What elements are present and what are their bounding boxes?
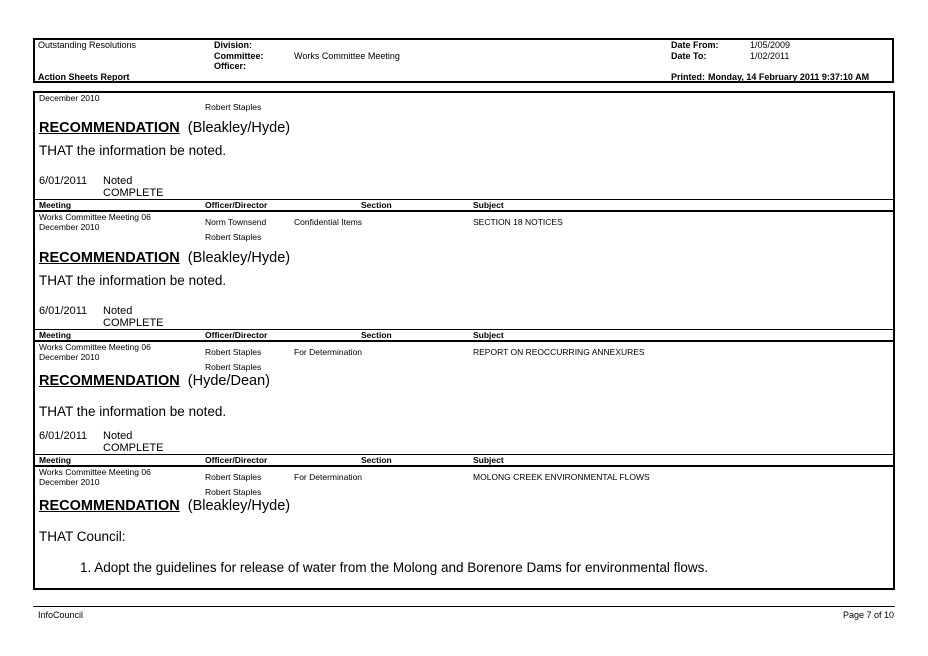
date-to-value: 1/02/2011	[750, 51, 790, 61]
division-label: Division:	[214, 40, 253, 50]
record-list-item: 1. Adopt the guidelines for release of water from the Molong and Borenore Dams for environmental flows.	[80, 560, 709, 575]
column-header-band	[35, 199, 893, 212]
fragment-recommendation: RECOMMENDATION (Bleakley/Hyde)	[39, 120, 291, 136]
record-subject: MOLONG CREEK ENVIRONMENTAL FLOWS	[473, 472, 650, 482]
col-meeting: Meeting	[39, 200, 72, 210]
fragment-date: 6/01/2011	[39, 175, 88, 187]
fragment-meeting: December 2010	[39, 93, 100, 103]
fragment-status-2: COMPLETE	[103, 187, 164, 199]
column-header-band	[35, 329, 893, 342]
col-subject: Subject	[473, 200, 504, 210]
record-officer-2: Robert Staples	[205, 487, 262, 497]
fragment-text: THAT the information be noted.	[39, 143, 227, 158]
record-status-2: COMPLETE	[103, 442, 164, 454]
record-officer-2: Robert Staples	[205, 362, 262, 372]
date-from-label: Date From:	[671, 40, 719, 50]
printed-label: Printed:	[671, 72, 706, 82]
col-officer: Officer/Director	[205, 330, 268, 340]
record-status-2: COMPLETE	[103, 317, 164, 329]
record-meeting-2: December 2010	[39, 222, 100, 232]
record-officer: Robert Staples	[205, 472, 262, 482]
col-section: Section	[361, 330, 392, 340]
record-section: For Determination	[294, 472, 363, 482]
record-officer: Norm Townsend	[205, 217, 267, 227]
fragment-status-1: Noted	[103, 175, 133, 187]
record-subject: SECTION 18 NOTICES	[473, 217, 563, 227]
col-meeting: Meeting	[39, 330, 72, 340]
col-section: Section	[361, 455, 392, 465]
col-section: Section	[361, 200, 392, 210]
col-officer: Officer/Director	[205, 200, 268, 210]
record-recommendation: RECOMMENDATION (Hyde/Dean)	[39, 373, 270, 389]
record-text: THAT Council:	[39, 529, 126, 544]
record-section: Confidential Items	[294, 217, 363, 227]
date-from-value: 1/05/2009	[750, 40, 791, 50]
record-meeting: Works Committee Meeting 06	[39, 342, 151, 352]
record-meeting: Works Committee Meeting 06	[39, 467, 151, 477]
date-to-label: Date To:	[671, 51, 707, 61]
record-section: For Determination	[294, 347, 363, 357]
report-type: Outstanding Resolutions	[38, 40, 137, 50]
record-text: THAT the information be noted.	[39, 273, 227, 288]
record-subject: REPORT ON REOCCURRING ANNEXURES	[473, 347, 645, 357]
footer-brand: InfoCouncil	[38, 610, 84, 620]
committee-value: Works Committee Meeting	[294, 51, 400, 61]
footer-divider	[33, 606, 895, 607]
record-officer-2: Robert Staples	[205, 232, 262, 242]
column-header-band	[35, 454, 893, 467]
record-meeting-2: December 2010	[39, 477, 100, 487]
record-status-1: Noted	[103, 430, 133, 442]
officer-label: Officer:	[214, 61, 247, 71]
printed-value: Monday, 14 February 2011 9:37:10 AM	[708, 72, 870, 82]
record-recommendation: RECOMMENDATION (Bleakley/Hyde)	[39, 498, 291, 514]
record-meeting-2: December 2010	[39, 352, 100, 362]
report-name: Action Sheets Report	[38, 72, 130, 82]
record-text: THAT the information be noted.	[39, 404, 227, 419]
col-subject: Subject	[473, 455, 504, 465]
col-meeting: Meeting	[39, 455, 72, 465]
record-meeting: Works Committee Meeting 06	[39, 212, 151, 222]
page-number: Page 7 of 10	[843, 610, 895, 620]
col-subject: Subject	[473, 330, 504, 340]
record-date: 6/01/2011	[39, 430, 88, 442]
col-officer: Officer/Director	[205, 455, 268, 465]
fragment-officer: Robert Staples	[205, 102, 262, 112]
records-box	[33, 91, 895, 590]
committee-label: Committee:	[214, 51, 264, 61]
record-recommendation: RECOMMENDATION (Bleakley/Hyde)	[39, 250, 291, 266]
record-officer: Robert Staples	[205, 347, 262, 357]
record-date: 6/01/2011	[39, 305, 88, 317]
record-status-1: Noted	[103, 305, 133, 317]
